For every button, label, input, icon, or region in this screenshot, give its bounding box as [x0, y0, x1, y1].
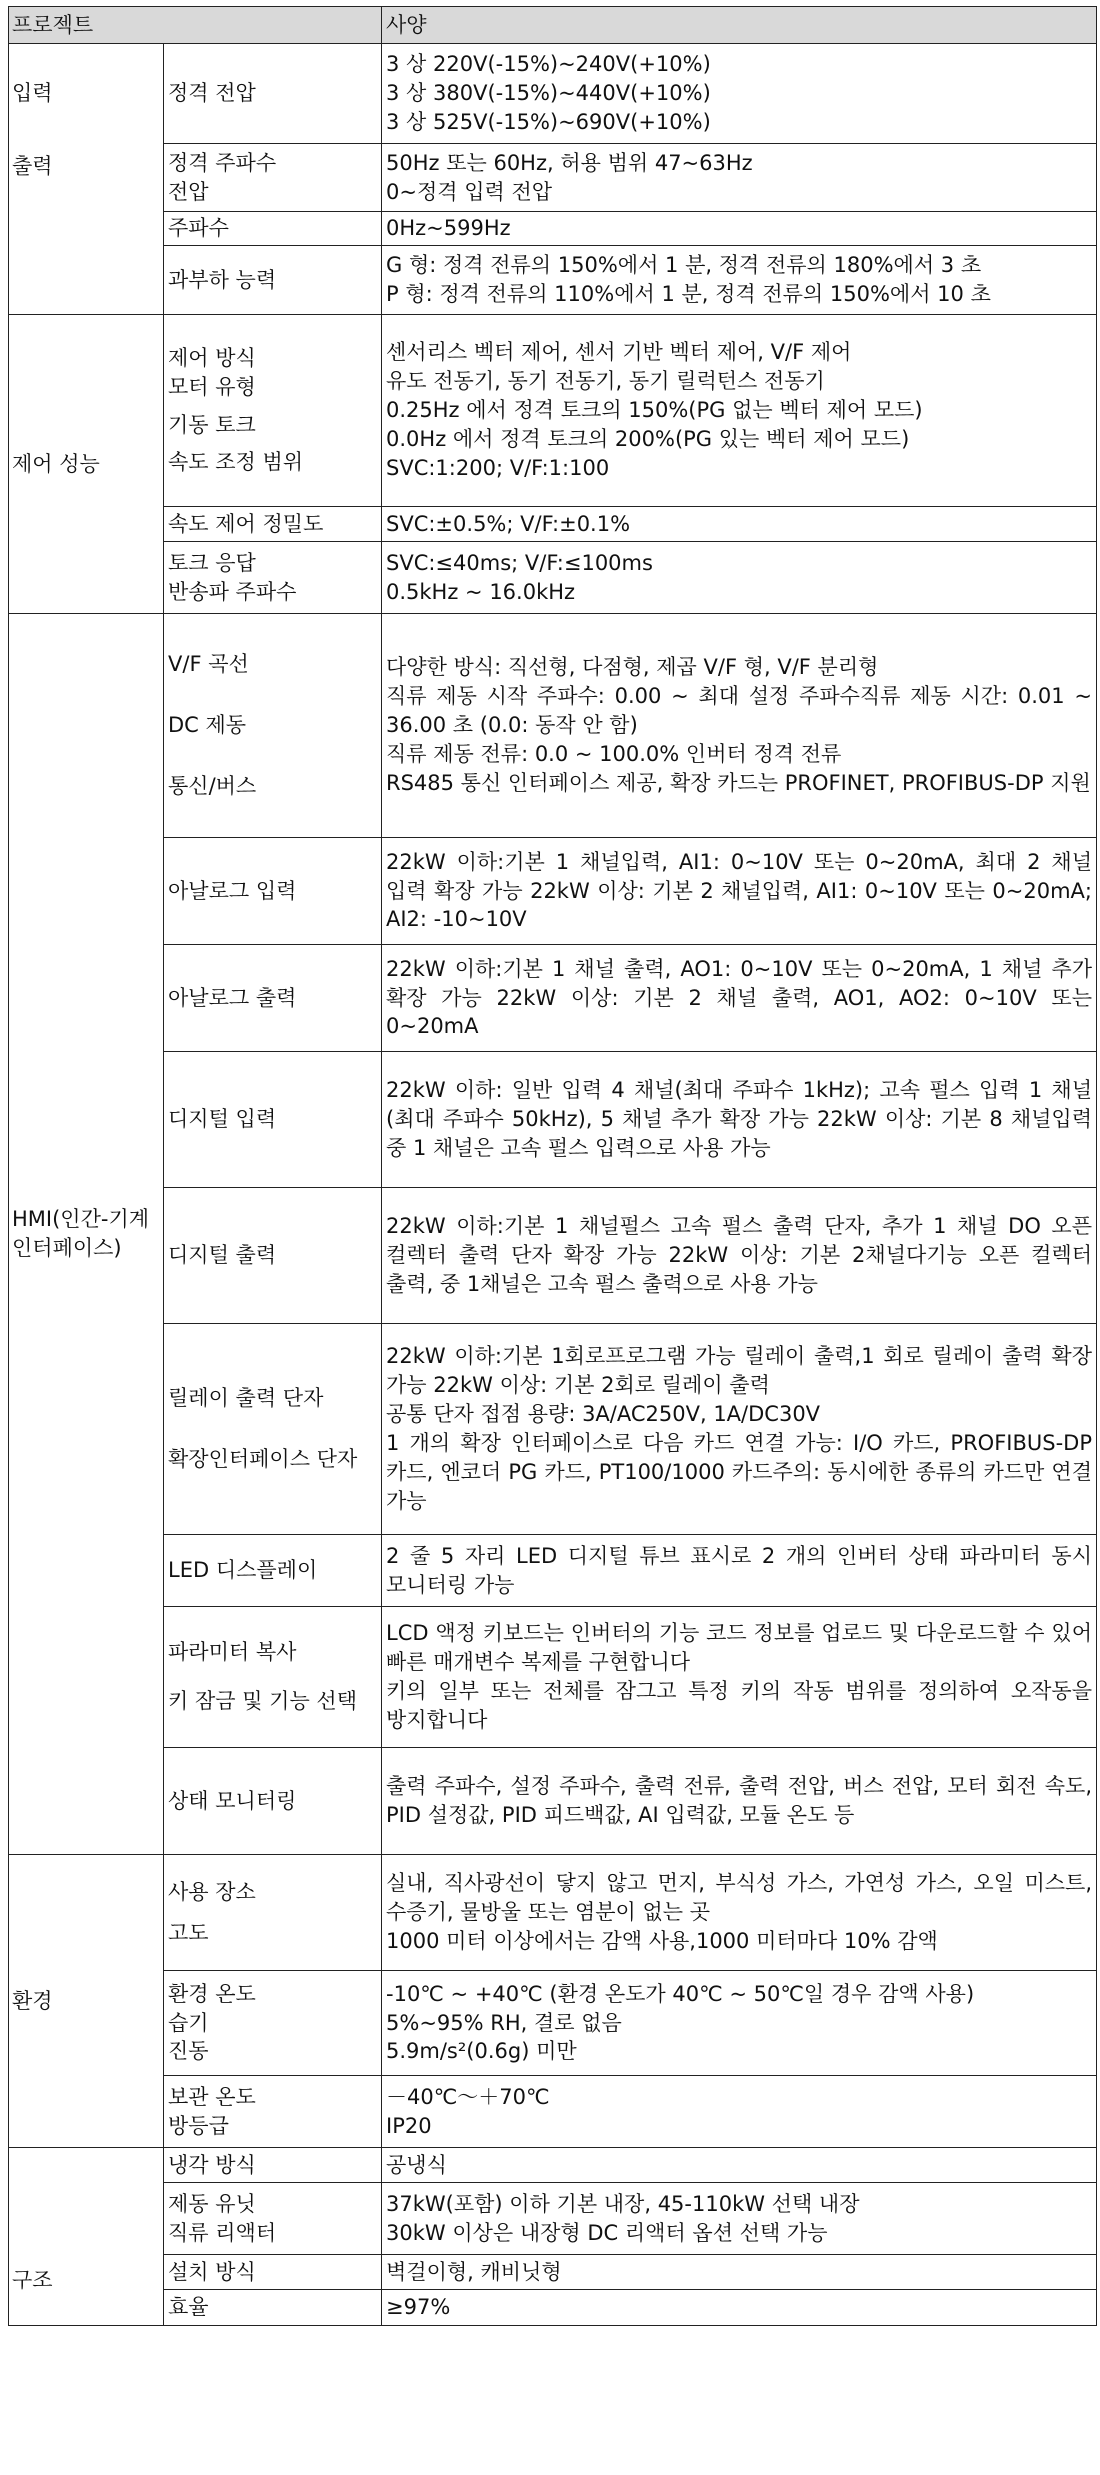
- row-rated-voltage: [9, 44, 1097, 144]
- item-analog-input: 아날로그 입력: [164, 838, 382, 945]
- value-analog-output: 22kW 이하:기본 1 채널 출력, AO1: 0~10V 또는 0~20mA, 1 채널 추가 확장 가능 22kW 이상: 기본 2 채널 출력, AO1, AO2: 0~10V 또는 0~20mA: [382, 945, 1097, 1052]
- value-parameter-copy: LCD 액정 키보드는 인버터의 기능 코드 정보를 업로드 및 다운로드할 수 있어 빠른 매개변수 복제를 구현합니다 키의 일부 또는 전체를 잠그고 특정 키의 작동 범위를 정의하여 오작동을 방지합니다: [382, 1607, 1097, 1748]
- value-relay-output: 22kW 이하:기본 1회로프로그램 가능 릴레이 출력,1 회로 릴레이 출력 확장 가능 22kW 이상: 기본 2회로 릴레이 출력 공통 단자 접점 용량: 3A/AC250V, 1A/DC30V 1 개의 확장 인터페이스로 다음 카드 연결 가능: I/O 카드, PROFIBUS-DP 카드, 엔코더 PG 카드, PT100/1000 카드주의: 동시에한 종류의 카드만 연결 가능: [382, 1324, 1097, 1535]
- category-structure: 구조: [9, 2148, 164, 2326]
- item-storage: 보관 온도 방등급: [164, 2076, 382, 2148]
- item-digital-output: 디지털 출력: [164, 1188, 382, 1324]
- item-cooling: 냉각 방식: [164, 2148, 382, 2183]
- row-rated-frequency: [9, 144, 1097, 212]
- value-analog-input: 22kW 이하:기본 1 채널입력, AI1: 0~10V 또는 0~20mA, 최대 2 채널 입력 확장 가능 22kW 이상: 기본 2 채널입력, AI1: 0~10V 또는 0~20mA; AI2: -10~10V: [382, 838, 1097, 945]
- category-hmi: HMI(인간-기계 인터페이스): [9, 614, 164, 1855]
- value-vf-curve: 다양한 방식: 직선형, 다점형, 제곱 V/F 형, V/F 분리형 직류 제동 시작 주파수: 0.00 ~ 최대 설정 주파수직류 제동 시간: 0.01 ~ 36.00 초 (0.0: 동작 안 함) 직류 제동 전류: 0.0 ~ 100.0% 인버터 정격 전류 RS485 통신 인터페이스 제공, 확장 카드는 PROFINET, PROFIBUS-DP 지원: [382, 614, 1097, 838]
- row-speed-accuracy: [9, 507, 1097, 542]
- item-led-display: LED 디스플레이: [164, 1535, 382, 1607]
- header-row: [9, 7, 1097, 44]
- item-status-monitoring: 상태 모니터링: [164, 1748, 382, 1855]
- row-parameter-copy: [9, 1607, 1097, 1748]
- category-control: 제어 성능: [9, 315, 164, 614]
- item-speed-accuracy: 속도 제어 정밀도: [164, 507, 382, 542]
- header-spec: 사양: [382, 7, 1097, 44]
- item-efficiency: 효율: [164, 2290, 382, 2326]
- value-control-method: 센서리스 벡터 제어, 센서 기반 벡터 제어, V/F 제어 유도 전동기, 동기 전동기, 동기 릴럭턴스 전동기 0.25Hz 에서 정격 토크의 150%(PG 없는 벡터 제어 모드) 0.0Hz 에서 정격 토크의 200%(PG 있는 벡터 제어 모드) SVC:1:200; V/F:1:100: [382, 315, 1097, 507]
- row-overload: [9, 246, 1097, 315]
- row-efficiency: [9, 2290, 1097, 2326]
- value-status-monitoring: 출력 주파수, 설정 주파수, 출력 전류, 출력 전압, 버스 전압, 모터 회전 속도, PID 설정값, PID 피드백값, AI 입력값, 모듈 온도 등: [382, 1748, 1097, 1855]
- value-led-display: 2 줄 5 자리 LED 디지털 튜브 표시로 2 개의 인버터 상태 파라미터 동시 모니터링 가능: [382, 1535, 1097, 1607]
- header-project: 프로젝트: [9, 7, 382, 44]
- item-rated-frequency: 정격 주파수 전압: [164, 144, 382, 212]
- item-vf-curve: V/F 곡선 DC 제동 통신/버스: [164, 614, 382, 838]
- item-digital-input: 디지털 입력: [164, 1052, 382, 1188]
- item-analog-output: 아날로그 출력: [164, 945, 382, 1052]
- row-relay-output: [9, 1324, 1097, 1535]
- row-status-monitoring: [9, 1748, 1097, 1855]
- item-overload: 과부하 능력: [164, 246, 382, 315]
- value-rated-frequency: 50Hz 또는 60Hz, 허용 범위 47~63Hz 0~정격 입력 전압: [382, 144, 1097, 212]
- item-brake-unit: 제동 유닛 직류 리액터: [164, 2183, 382, 2255]
- row-location: [9, 1855, 1097, 1971]
- row-storage: [9, 2076, 1097, 2148]
- value-digital-output: 22kW 이하:기본 1 채널펄스 고속 펄스 출력 단자, 추가 1 채널 DO 오픈 컬렉터 출력 단자 확장 가능 22kW 이상: 기본 2채널다기능 오픈 컬렉터 출력, 중 1채널은 고속 펄스 출력으로 사용 가능: [382, 1188, 1097, 1324]
- category-environment: 환경: [9, 1855, 164, 2148]
- item-install: 설치 방식: [164, 2255, 382, 2290]
- value-torque-response: SVC:≤40ms; V/F:≤100ms 0.5kHz ~ 16.0kHz: [382, 542, 1097, 614]
- row-control-method: [9, 315, 1097, 507]
- item-frequency: 주파수: [164, 212, 382, 246]
- row-frequency: [9, 212, 1097, 246]
- row-vf-curve: [9, 614, 1097, 838]
- value-rated-voltage: 3 상 220V(-15%)~240V(+10%) 3 상 380V(-15%)~440V(+10%) 3 상 525V(-15%)~690V(+10%): [382, 44, 1097, 144]
- value-efficiency: ≥97%: [382, 2290, 1097, 2326]
- row-analog-output: [9, 945, 1097, 1052]
- item-torque-response: 토크 응답 반송파 주파수: [164, 542, 382, 614]
- value-digital-input: 22kW 이하: 일반 입력 4 채널(최대 주파수 1kHz); 고속 펄스 입력 1 채널(최대 주파수 50kHz), 5 채널 추가 확장 가능 22kW 이상: 기본 8 채널입력 중 1 채널은 고속 펄스 입력으로 사용 가능: [382, 1052, 1097, 1188]
- item-parameter-copy: 파라미터 복사 키 잠금 및 기능 선택: [164, 1607, 382, 1748]
- value-ambient: -10℃ ~ +40℃ (환경 온도가 40℃ ~ 50℃일 경우 감액 사용) 5%~95% RH, 결로 없음 5.9m/s²(0.6g) 미만: [382, 1971, 1097, 2076]
- value-install: 벽걸이형, 캐비닛형: [382, 2255, 1097, 2290]
- value-storage: －40℃～＋70℃ IP20: [382, 2076, 1097, 2148]
- row-cooling: [9, 2148, 1097, 2183]
- row-brake-unit: [9, 2183, 1097, 2255]
- value-speed-accuracy: SVC:±0.5%; V/F:±0.1%: [382, 507, 1097, 542]
- row-led-display: [9, 1535, 1097, 1607]
- item-relay-output: 릴레이 출력 단자 확장인터페이스 단자: [164, 1324, 382, 1535]
- row-analog-input: [9, 838, 1097, 945]
- category-input: 입력: [9, 44, 164, 144]
- item-control-method: 제어 방식 모터 유형 기동 토크 속도 조정 범위: [164, 315, 382, 507]
- value-overload: G 형: 정격 전류의 150%에서 1 분, 정격 전류의 180%에서 3 초 P 형: 정격 전류의 110%에서 1 분, 정격 전류의 150%에서 10 초: [382, 246, 1097, 315]
- row-digital-output: [9, 1188, 1097, 1324]
- item-ambient: 환경 온도 습기 진동: [164, 1971, 382, 2076]
- category-output: 출력: [9, 144, 164, 315]
- row-torque-response: [9, 542, 1097, 614]
- value-brake-unit: 37kW(포함) 이하 기본 내장, 45-110kW 선택 내장 30kW 이상은 내장형 DC 리액터 옵션 선택 가능: [382, 2183, 1097, 2255]
- spec-table: [8, 6, 1097, 2326]
- row-ambient: [9, 1971, 1097, 2076]
- item-location: 사용 장소 고도: [164, 1855, 382, 1971]
- item-rated-voltage: 정격 전압: [164, 44, 382, 144]
- row-digital-input: [9, 1052, 1097, 1188]
- value-location: 실내, 직사광선이 닿지 않고 먼지, 부식성 가스, 가연성 가스, 오일 미스트, 수증기, 물방울 또는 염분이 없는 곳 1000 미터 이상에서는 감액 사용,1000 미터마다 10% 감액: [382, 1855, 1097, 1971]
- row-install: [9, 2255, 1097, 2290]
- value-frequency: 0Hz~599Hz: [382, 212, 1097, 246]
- value-cooling: 공냉식: [382, 2148, 1097, 2183]
